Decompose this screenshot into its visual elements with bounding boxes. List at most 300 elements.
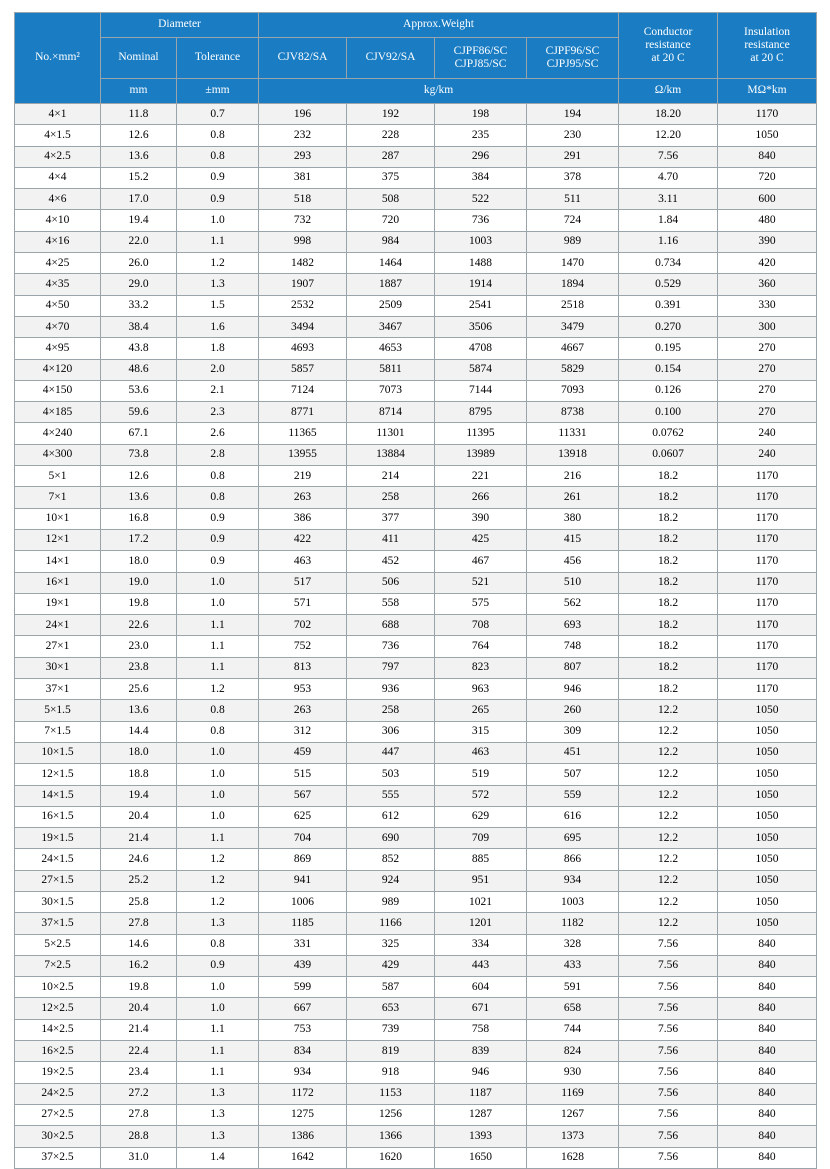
cell-cjpf86: 575 bbox=[435, 593, 527, 614]
cell-insulation-resistance: 330 bbox=[718, 295, 817, 316]
header-tolerance: Tolerance bbox=[177, 38, 259, 79]
cell-cjv82: 567 bbox=[259, 785, 347, 806]
cell-cjv92: 8714 bbox=[347, 402, 435, 423]
cell-cjv82: 386 bbox=[259, 508, 347, 529]
cell-cjpf86: 235 bbox=[435, 125, 527, 146]
cell-cjpf86: 885 bbox=[435, 849, 527, 870]
cell-size: 4×185 bbox=[15, 402, 101, 423]
table-row bbox=[15, 146, 817, 167]
cell-cjpf96: 309 bbox=[527, 721, 619, 742]
cell-cjpf96: 1182 bbox=[527, 913, 619, 934]
cell-cjv92: 1166 bbox=[347, 913, 435, 934]
cell-tolerance: 0.9 bbox=[177, 551, 259, 572]
cell-tolerance: 1.0 bbox=[177, 806, 259, 827]
cell-nominal: 15.2 bbox=[101, 167, 177, 188]
cell-insulation-resistance: 840 bbox=[718, 1147, 817, 1168]
cell-cjv82: 625 bbox=[259, 806, 347, 827]
cell-insulation-resistance: 840 bbox=[718, 977, 817, 998]
cell-cjv82: 219 bbox=[259, 466, 347, 487]
cell-size: 4×10 bbox=[15, 210, 101, 231]
cell-cjpf86: 946 bbox=[435, 1062, 527, 1083]
cell-cjpf86: 266 bbox=[435, 487, 527, 508]
table-row bbox=[15, 913, 817, 934]
cell-cjv82: 953 bbox=[259, 679, 347, 700]
cell-cjv82: 4693 bbox=[259, 338, 347, 359]
cell-conductor-resistance: 12.2 bbox=[619, 828, 718, 849]
table-row bbox=[15, 1041, 817, 1062]
cell-tolerance: 1.0 bbox=[177, 742, 259, 763]
cell-cjv92: 258 bbox=[347, 700, 435, 721]
cell-conductor-resistance: 12.2 bbox=[619, 764, 718, 785]
header-cjv92: CJV92/SA bbox=[347, 38, 435, 79]
cell-cjv82: 834 bbox=[259, 1041, 347, 1062]
cell-cjv82: 1907 bbox=[259, 274, 347, 295]
cell-cjpf86: 963 bbox=[435, 679, 527, 700]
cell-tolerance: 2.8 bbox=[177, 444, 259, 465]
cell-conductor-resistance: 1.84 bbox=[619, 210, 718, 231]
cell-insulation-resistance: 1050 bbox=[718, 849, 817, 870]
cell-cjpf96: 7093 bbox=[527, 380, 619, 401]
cell-cjpf86: 13989 bbox=[435, 444, 527, 465]
cell-nominal: 18.0 bbox=[101, 551, 177, 572]
cell-insulation-resistance: 840 bbox=[718, 1104, 817, 1125]
cell-conductor-resistance: 18.2 bbox=[619, 508, 718, 529]
cell-cjv82: 518 bbox=[259, 189, 347, 210]
cell-cjpf86: 265 bbox=[435, 700, 527, 721]
cell-size: 5×1 bbox=[15, 466, 101, 487]
cell-cjv92: 508 bbox=[347, 189, 435, 210]
cell-tolerance: 1.4 bbox=[177, 1147, 259, 1168]
cell-cjpf96: 616 bbox=[527, 806, 619, 827]
cell-nominal: 13.6 bbox=[101, 146, 177, 167]
cell-nominal: 38.4 bbox=[101, 316, 177, 337]
cell-conductor-resistance: 12.2 bbox=[619, 742, 718, 763]
header-cjpf86 bbox=[435, 38, 527, 79]
cell-cjpf96: 1267 bbox=[527, 1104, 619, 1125]
cell-conductor-resistance: 0.0762 bbox=[619, 423, 718, 444]
table-row bbox=[15, 657, 817, 678]
cell-cjv82: 1386 bbox=[259, 1126, 347, 1147]
cell-tolerance: 1.1 bbox=[177, 828, 259, 849]
cell-cjpf96: 261 bbox=[527, 487, 619, 508]
header-cjpf86-line2: CJPJ85/SC bbox=[454, 58, 507, 70]
cell-cjv82: 704 bbox=[259, 828, 347, 849]
table-row bbox=[15, 700, 817, 721]
header-conductor-resistance-line1: Conductor bbox=[643, 25, 693, 38]
cell-cjpf96: 507 bbox=[527, 764, 619, 785]
table-row bbox=[15, 508, 817, 529]
cell-nominal: 25.2 bbox=[101, 870, 177, 891]
cell-nominal: 19.8 bbox=[101, 977, 177, 998]
table-row bbox=[15, 104, 817, 125]
cell-nominal: 22.0 bbox=[101, 231, 177, 252]
cell-nominal: 28.8 bbox=[101, 1126, 177, 1147]
cell-cjpf96: 989 bbox=[527, 231, 619, 252]
cell-cjpf96: 380 bbox=[527, 508, 619, 529]
cell-tolerance: 2.0 bbox=[177, 359, 259, 380]
cell-tolerance: 1.1 bbox=[177, 615, 259, 636]
cell-cjv82: 941 bbox=[259, 870, 347, 891]
cell-tolerance: 1.0 bbox=[177, 210, 259, 231]
cell-insulation-resistance: 840 bbox=[718, 146, 817, 167]
cell-insulation-resistance: 840 bbox=[718, 1019, 817, 1040]
cell-cjpf86: 708 bbox=[435, 615, 527, 636]
cell-cjv82: 571 bbox=[259, 593, 347, 614]
table-row bbox=[15, 210, 817, 231]
cell-cjpf86: 1650 bbox=[435, 1147, 527, 1168]
cell-nominal: 22.4 bbox=[101, 1041, 177, 1062]
cell-insulation-resistance: 1050 bbox=[718, 913, 817, 934]
cell-cjpf86: 522 bbox=[435, 189, 527, 210]
cell-insulation-resistance: 1170 bbox=[718, 593, 817, 614]
cell-cjv82: 8771 bbox=[259, 402, 347, 423]
cell-cjv82: 263 bbox=[259, 700, 347, 721]
cell-nominal: 27.2 bbox=[101, 1083, 177, 1104]
cell-size: 30×2.5 bbox=[15, 1126, 101, 1147]
cell-cjpf86: 384 bbox=[435, 167, 527, 188]
cell-cjv82: 11365 bbox=[259, 423, 347, 444]
table-row bbox=[15, 466, 817, 487]
unit-mohm-km: MΩ*km bbox=[718, 79, 817, 104]
cell-nominal: 23.8 bbox=[101, 657, 177, 678]
cell-size: 24×2.5 bbox=[15, 1083, 101, 1104]
table-row bbox=[15, 167, 817, 188]
cell-nominal: 31.0 bbox=[101, 1147, 177, 1168]
table-row bbox=[15, 529, 817, 550]
cell-cjv82: 517 bbox=[259, 572, 347, 593]
cell-cjv82: 439 bbox=[259, 955, 347, 976]
cell-size: 14×1 bbox=[15, 551, 101, 572]
table-row bbox=[15, 1083, 817, 1104]
cell-insulation-resistance: 300 bbox=[718, 316, 817, 337]
cell-nominal: 19.0 bbox=[101, 572, 177, 593]
cell-conductor-resistance: 18.2 bbox=[619, 529, 718, 550]
cell-cjv82: 732 bbox=[259, 210, 347, 231]
cell-conductor-resistance: 0.0607 bbox=[619, 444, 718, 465]
header-nominal: Nominal bbox=[101, 38, 177, 79]
cell-cjv82: 1172 bbox=[259, 1083, 347, 1104]
cell-nominal: 12.6 bbox=[101, 125, 177, 146]
cell-cjpf96: 1470 bbox=[527, 253, 619, 274]
cell-conductor-resistance: 18.20 bbox=[619, 104, 718, 125]
cell-cjpf86: 951 bbox=[435, 870, 527, 891]
table-row bbox=[15, 295, 817, 316]
header-cjpf86-line1: CJPF86/SC bbox=[453, 44, 508, 57]
cell-cjv92: 1256 bbox=[347, 1104, 435, 1125]
cell-cjpf86: 823 bbox=[435, 657, 527, 678]
cell-conductor-resistance: 12.2 bbox=[619, 806, 718, 827]
cell-insulation-resistance: 840 bbox=[718, 955, 817, 976]
cell-cjv82: 1185 bbox=[259, 913, 347, 934]
cell-cjv92: 690 bbox=[347, 828, 435, 849]
cell-cjv82: 3494 bbox=[259, 316, 347, 337]
cell-nominal: 23.4 bbox=[101, 1062, 177, 1083]
header-size: No.×mm² bbox=[15, 13, 101, 104]
table-row bbox=[15, 444, 817, 465]
cell-size: 5×1.5 bbox=[15, 700, 101, 721]
cell-nominal: 29.0 bbox=[101, 274, 177, 295]
table-body bbox=[15, 104, 817, 1169]
cell-insulation-resistance: 720 bbox=[718, 167, 817, 188]
cell-cjpf96: 4667 bbox=[527, 338, 619, 359]
cell-conductor-resistance: 7.56 bbox=[619, 1083, 718, 1104]
cell-conductor-resistance: 0.270 bbox=[619, 316, 718, 337]
cell-insulation-resistance: 270 bbox=[718, 402, 817, 423]
cell-cjpf96: 591 bbox=[527, 977, 619, 998]
cell-cjv92: 555 bbox=[347, 785, 435, 806]
cell-size: 4×300 bbox=[15, 444, 101, 465]
cell-nominal: 23.0 bbox=[101, 636, 177, 657]
cell-nominal: 14.6 bbox=[101, 934, 177, 955]
cell-nominal: 12.6 bbox=[101, 466, 177, 487]
table-row bbox=[15, 806, 817, 827]
cell-cjv82: 599 bbox=[259, 977, 347, 998]
cell-nominal: 17.0 bbox=[101, 189, 177, 210]
cell-cjv92: 1620 bbox=[347, 1147, 435, 1168]
cell-tolerance: 1.1 bbox=[177, 657, 259, 678]
cell-tolerance: 2.6 bbox=[177, 423, 259, 444]
cell-insulation-resistance: 270 bbox=[718, 380, 817, 401]
cell-cjpf86: 2541 bbox=[435, 295, 527, 316]
cell-cjv92: 688 bbox=[347, 615, 435, 636]
cell-cjpf96: 13918 bbox=[527, 444, 619, 465]
cell-insulation-resistance: 1050 bbox=[718, 828, 817, 849]
cell-cjpf86: 1003 bbox=[435, 231, 527, 252]
cell-cjpf96: 562 bbox=[527, 593, 619, 614]
cell-cjv82: 422 bbox=[259, 529, 347, 550]
cell-tolerance: 0.7 bbox=[177, 104, 259, 125]
cell-conductor-resistance: 18.2 bbox=[619, 572, 718, 593]
cell-conductor-resistance: 4.70 bbox=[619, 167, 718, 188]
cell-cjpf96: 1373 bbox=[527, 1126, 619, 1147]
cell-cjv92: 1887 bbox=[347, 274, 435, 295]
cell-conductor-resistance: 18.2 bbox=[619, 636, 718, 657]
table-row bbox=[15, 785, 817, 806]
cell-cjpf86: 709 bbox=[435, 828, 527, 849]
cell-cjpf96: 559 bbox=[527, 785, 619, 806]
cell-size: 12×1.5 bbox=[15, 764, 101, 785]
cell-conductor-resistance: 1.16 bbox=[619, 231, 718, 252]
cell-nominal: 13.6 bbox=[101, 487, 177, 508]
cell-cjpf96: 456 bbox=[527, 551, 619, 572]
cell-cjpf96: 378 bbox=[527, 167, 619, 188]
cell-cjpf86: 1201 bbox=[435, 913, 527, 934]
cell-cjpf86: 764 bbox=[435, 636, 527, 657]
header-insulation-resistance-line3: at 20 C bbox=[750, 52, 784, 65]
cell-nominal: 73.8 bbox=[101, 444, 177, 465]
cell-cjpf86: 463 bbox=[435, 742, 527, 763]
table-row bbox=[15, 764, 817, 785]
cell-cjv92: 936 bbox=[347, 679, 435, 700]
cell-cjpf86: 736 bbox=[435, 210, 527, 231]
cell-size: 4×6 bbox=[15, 189, 101, 210]
cell-insulation-resistance: 240 bbox=[718, 444, 817, 465]
cell-conductor-resistance: 12.2 bbox=[619, 891, 718, 912]
cell-cjpf96: 433 bbox=[527, 955, 619, 976]
cell-cjv92: 11301 bbox=[347, 423, 435, 444]
cell-tolerance: 1.2 bbox=[177, 870, 259, 891]
cell-conductor-resistance: 7.56 bbox=[619, 977, 718, 998]
table-row bbox=[15, 1147, 817, 1168]
cell-cjv92: 287 bbox=[347, 146, 435, 167]
cell-nominal: 33.2 bbox=[101, 295, 177, 316]
cell-nominal: 21.4 bbox=[101, 1019, 177, 1040]
cell-cjpf96: 11331 bbox=[527, 423, 619, 444]
table-header bbox=[15, 13, 817, 104]
table-row bbox=[15, 891, 817, 912]
cell-cjv92: 1366 bbox=[347, 1126, 435, 1147]
cell-insulation-resistance: 1170 bbox=[718, 487, 817, 508]
cell-conductor-resistance: 12.20 bbox=[619, 125, 718, 146]
cell-cjpf86: 11395 bbox=[435, 423, 527, 444]
cell-conductor-resistance: 0.734 bbox=[619, 253, 718, 274]
cell-tolerance: 0.8 bbox=[177, 721, 259, 742]
table-row bbox=[15, 828, 817, 849]
cell-conductor-resistance: 18.2 bbox=[619, 593, 718, 614]
cell-size: 19×2.5 bbox=[15, 1062, 101, 1083]
cell-size: 5×2.5 bbox=[15, 934, 101, 955]
cell-conductor-resistance: 12.2 bbox=[619, 785, 718, 806]
cell-conductor-resistance: 12.2 bbox=[619, 913, 718, 934]
cell-nominal: 19.4 bbox=[101, 210, 177, 231]
cell-cjv82: 312 bbox=[259, 721, 347, 742]
cell-tolerance: 1.1 bbox=[177, 1041, 259, 1062]
cell-cjv82: 813 bbox=[259, 657, 347, 678]
cell-size: 14×1.5 bbox=[15, 785, 101, 806]
cell-cjv82: 13955 bbox=[259, 444, 347, 465]
cell-size: 12×2.5 bbox=[15, 998, 101, 1019]
cell-cjpf96: 328 bbox=[527, 934, 619, 955]
cable-specification-table bbox=[14, 12, 817, 1169]
cell-insulation-resistance: 1050 bbox=[718, 806, 817, 827]
table-row bbox=[15, 231, 817, 252]
cell-size: 10×1 bbox=[15, 508, 101, 529]
cell-conductor-resistance: 0.391 bbox=[619, 295, 718, 316]
table-row bbox=[15, 934, 817, 955]
cell-cjv92: 736 bbox=[347, 636, 435, 657]
cell-cjpf96: 1003 bbox=[527, 891, 619, 912]
cell-cjv92: 5811 bbox=[347, 359, 435, 380]
cell-tolerance: 1.1 bbox=[177, 1062, 259, 1083]
cell-tolerance: 1.0 bbox=[177, 572, 259, 593]
cell-nominal: 26.0 bbox=[101, 253, 177, 274]
cell-conductor-resistance: 0.154 bbox=[619, 359, 718, 380]
cell-insulation-resistance: 840 bbox=[718, 1126, 817, 1147]
cell-tolerance: 2.1 bbox=[177, 380, 259, 401]
cell-cjv82: 2532 bbox=[259, 295, 347, 316]
cell-nominal: 59.6 bbox=[101, 402, 177, 423]
cell-cjv92: 306 bbox=[347, 721, 435, 742]
cell-nominal: 16.2 bbox=[101, 955, 177, 976]
cell-cjpf96: 695 bbox=[527, 828, 619, 849]
table-row bbox=[15, 423, 817, 444]
cell-tolerance: 1.5 bbox=[177, 295, 259, 316]
cell-tolerance: 2.3 bbox=[177, 402, 259, 423]
cell-nominal: 18.0 bbox=[101, 742, 177, 763]
cell-conductor-resistance: 7.56 bbox=[619, 1126, 718, 1147]
cell-conductor-resistance: 0.126 bbox=[619, 380, 718, 401]
cell-nominal: 25.6 bbox=[101, 679, 177, 700]
cell-size: 19×1 bbox=[15, 593, 101, 614]
cell-tolerance: 0.9 bbox=[177, 167, 259, 188]
header-cjpf96 bbox=[527, 38, 619, 79]
cell-cjpf86: 315 bbox=[435, 721, 527, 742]
table-row bbox=[15, 380, 817, 401]
cell-insulation-resistance: 270 bbox=[718, 338, 817, 359]
cell-cjv92: 447 bbox=[347, 742, 435, 763]
cell-cjpf96: 1628 bbox=[527, 1147, 619, 1168]
cell-conductor-resistance: 12.2 bbox=[619, 870, 718, 891]
cell-cjv82: 1482 bbox=[259, 253, 347, 274]
cell-cjpf86: 1488 bbox=[435, 253, 527, 274]
table-row bbox=[15, 359, 817, 380]
cell-size: 27×1 bbox=[15, 636, 101, 657]
cell-insulation-resistance: 1170 bbox=[718, 615, 817, 636]
cell-nominal: 25.8 bbox=[101, 891, 177, 912]
cell-nominal: 53.6 bbox=[101, 380, 177, 401]
cell-size: 16×1 bbox=[15, 572, 101, 593]
cell-cjpf86: 1187 bbox=[435, 1083, 527, 1104]
table-row bbox=[15, 742, 817, 763]
cell-size: 16×2.5 bbox=[15, 1041, 101, 1062]
cell-cjv92: 13884 bbox=[347, 444, 435, 465]
cell-tolerance: 1.0 bbox=[177, 977, 259, 998]
header-insulation-resistance-line1: Insulation bbox=[744, 25, 791, 38]
cell-insulation-resistance: 480 bbox=[718, 210, 817, 231]
cell-cjpf86: 629 bbox=[435, 806, 527, 827]
cell-tolerance: 1.2 bbox=[177, 849, 259, 870]
cell-cjpf86: 1393 bbox=[435, 1126, 527, 1147]
cell-cjv82: 1275 bbox=[259, 1104, 347, 1125]
cell-insulation-resistance: 1170 bbox=[718, 551, 817, 572]
cell-size: 4×1 bbox=[15, 104, 101, 125]
cell-insulation-resistance: 360 bbox=[718, 274, 817, 295]
cell-cjv82: 1006 bbox=[259, 891, 347, 912]
cell-cjpf96: 451 bbox=[527, 742, 619, 763]
cell-cjpf96: 216 bbox=[527, 466, 619, 487]
cell-insulation-resistance: 1050 bbox=[718, 870, 817, 891]
cell-cjv92: 325 bbox=[347, 934, 435, 955]
cell-size: 4×50 bbox=[15, 295, 101, 316]
cell-size: 30×1 bbox=[15, 657, 101, 678]
cell-cjv82: 753 bbox=[259, 1019, 347, 1040]
cell-conductor-resistance: 7.56 bbox=[619, 1062, 718, 1083]
cell-cjv92: 377 bbox=[347, 508, 435, 529]
table-row bbox=[15, 189, 817, 210]
table-row bbox=[15, 849, 817, 870]
cell-cjpf96: 1894 bbox=[527, 274, 619, 295]
cell-cjv92: 375 bbox=[347, 167, 435, 188]
cell-insulation-resistance: 420 bbox=[718, 253, 817, 274]
cell-insulation-resistance: 840 bbox=[718, 1062, 817, 1083]
cell-tolerance: 1.1 bbox=[177, 636, 259, 657]
cell-nominal: 19.4 bbox=[101, 785, 177, 806]
cell-size: 16×1.5 bbox=[15, 806, 101, 827]
cell-cjv92: 7073 bbox=[347, 380, 435, 401]
cell-conductor-resistance: 0.195 bbox=[619, 338, 718, 359]
table-row bbox=[15, 316, 817, 337]
cell-insulation-resistance: 390 bbox=[718, 231, 817, 252]
cell-size: 4×120 bbox=[15, 359, 101, 380]
cell-size: 7×2.5 bbox=[15, 955, 101, 976]
table-row bbox=[15, 593, 817, 614]
cell-size: 4×150 bbox=[15, 380, 101, 401]
cell-size: 24×1.5 bbox=[15, 849, 101, 870]
cell-cjv82: 998 bbox=[259, 231, 347, 252]
cell-cjv92: 852 bbox=[347, 849, 435, 870]
cell-tolerance: 1.3 bbox=[177, 913, 259, 934]
cell-insulation-resistance: 1050 bbox=[718, 125, 817, 146]
